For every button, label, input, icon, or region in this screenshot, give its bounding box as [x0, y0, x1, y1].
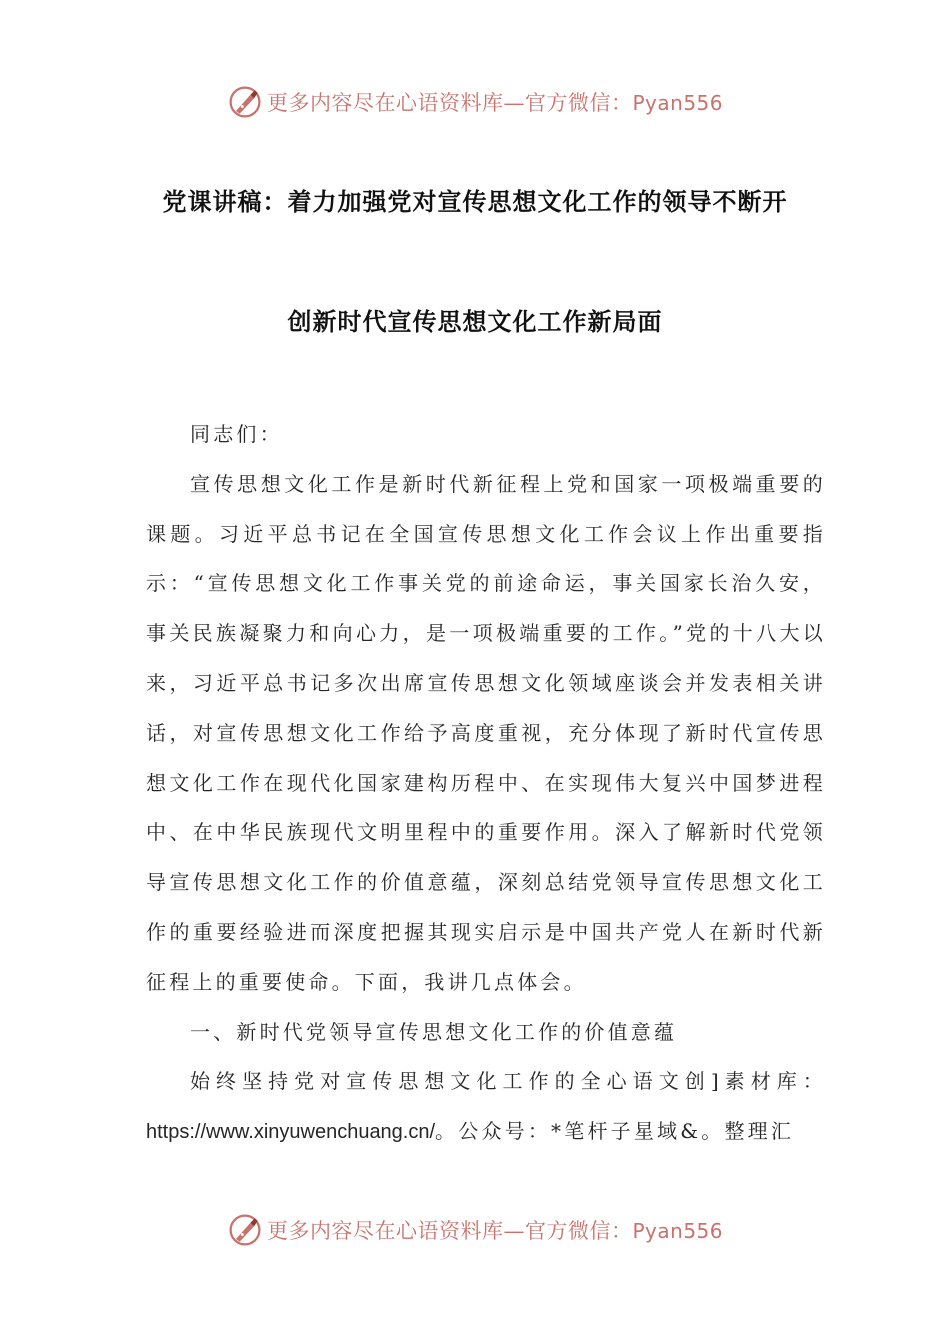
document-title-line-1: 党课讲稿：着力加强党对宣传思想文化工作的领导不断开 [162, 187, 788, 216]
salutation: 同志们： [190, 422, 283, 446]
watermark-wechat-id: Pyan556 [632, 1219, 723, 1243]
watermark-text [267, 87, 723, 117]
paragraph-2-start: 始终坚持党对宣传思想文化工作的全心语文创]素材库： [190, 1069, 826, 1094]
document-title-line-2: 创新时代宣传思想文化工作新局面 [287, 307, 663, 336]
watermark-wechat-id: Pyan556 [632, 91, 723, 115]
watermark-label: 更多内容尽在心语资料库—官方微信： [266, 91, 633, 115]
pen-nib-logo-icon [227, 84, 263, 120]
body-paragraph-1: 宣传思想文化工作是新时代新征程上党和国家一项极端重要的课题。习近平总书记在全国宣传思想文化工作会议上作出重要指示：“宣传思想文化工作事关党的前途命运，事关国家长治久安，事关民族凝聚力和向心力，是一项极端重要的工作。”党的十八大以来，习近平总书记多次出席宣传思想文化领域座谈会并发表相关讲话，对宣传思想文化工作给予高度重视，充分体现了新时代宣传思想文化工作在现代化国家建构历程中、在实现伟大复兴中国梦进程中、在中华民族现代文明里程中的重要作用。深入了解新时代党领导宣传思想文化工作的价值意蕴，深刻总结党领导宣传思想文化工作的重要经验进而深度把握其现实启示是中国共产党人在新时代新征程上的重要使命。下面，我讲几点体会。 [146, 471, 826, 994]
document-body [146, 410, 826, 1158]
body-paragraph-2 [146, 1057, 826, 1158]
pen-nib-logo-icon [227, 1212, 263, 1248]
paragraph-2-end: 。公众号：*笔杆子星域&。整理汇 [435, 1119, 795, 1144]
source-url-link[interactable]: https://www.xinyuwenchuang.cn/ [146, 1121, 436, 1144]
watermark-text [267, 1215, 723, 1245]
header-watermark [0, 82, 950, 122]
section-heading-1: 一、新时代党领导宣传思想文化工作的价值意蕴 [190, 1019, 678, 1044]
footer-watermark [0, 1210, 950, 1250]
watermark-label: 更多内容尽在心语资料库—官方微信： [266, 1219, 633, 1243]
